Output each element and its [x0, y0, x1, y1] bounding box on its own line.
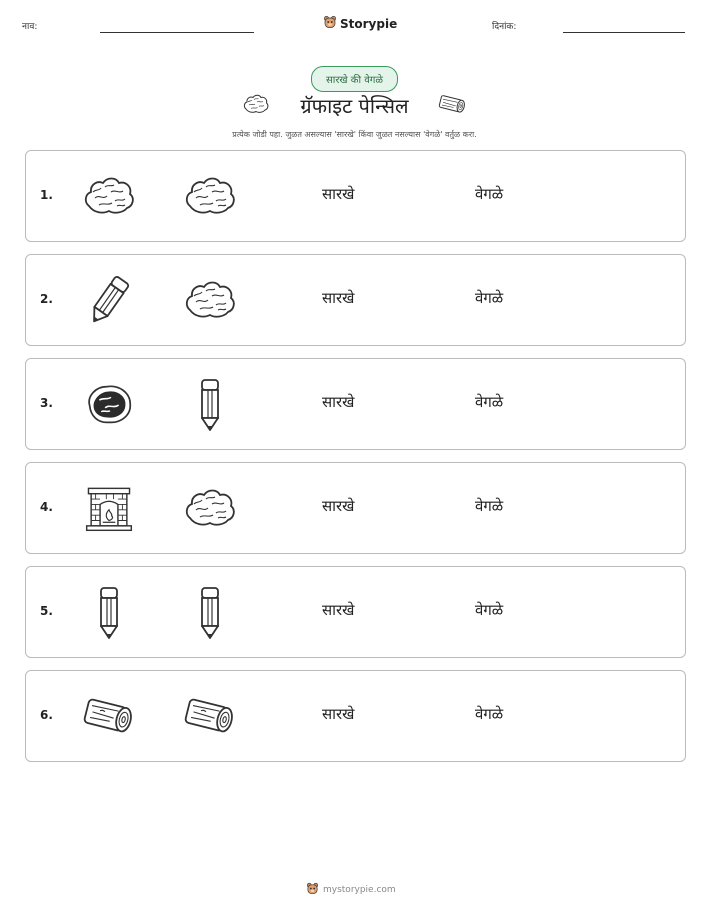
worksheet-title: ग्रॅफाइट पेन्सिल: [300, 94, 409, 118]
pencil-icon: [81, 584, 137, 640]
question-number: 1.: [40, 188, 53, 202]
same-option[interactable]: सारखे: [322, 289, 355, 307]
same-option[interactable]: सारखे: [322, 497, 355, 515]
date-field[interactable]: [563, 32, 685, 33]
question-number: 5.: [40, 604, 53, 618]
question-row-5: [25, 566, 686, 658]
brand-name: Storypie: [340, 16, 398, 31]
question-number: 3.: [40, 396, 53, 410]
graphite-chunk-icon: [182, 480, 238, 536]
footer-url[interactable]: mystorypie.com: [323, 884, 396, 895]
question-row-4: [25, 462, 686, 554]
question-number: 2.: [40, 292, 53, 306]
question-number: 4.: [40, 500, 53, 514]
same-option[interactable]: सारखे: [322, 393, 355, 411]
graphite-chunk-icon: [81, 168, 137, 224]
different-option[interactable]: वेगळे: [475, 705, 504, 723]
different-option[interactable]: वेगळे: [475, 497, 504, 515]
log-icon: [81, 688, 137, 744]
question-row-3: [25, 358, 686, 450]
question-row-6: [25, 670, 686, 762]
question-number: 6.: [40, 708, 53, 722]
different-option[interactable]: वेगळे: [475, 393, 504, 411]
instructions: प्रत्येक जोडी पहा. जुळत असल्यास 'सारखे' किंवा जुळत नसल्यास 'वेगळे' वर्तुळ करा.: [232, 130, 477, 139]
storypie-bear-icon: [323, 14, 337, 33]
footer: [306, 880, 396, 899]
different-option[interactable]: वेगळे: [475, 601, 504, 619]
different-option[interactable]: वेगळे: [475, 185, 504, 203]
name-field[interactable]: [100, 32, 254, 33]
question-row-1: [25, 150, 686, 242]
different-option[interactable]: वेगळे: [475, 289, 504, 307]
same-option[interactable]: सारखे: [322, 601, 355, 619]
log-icon: [182, 688, 238, 744]
brand-logo: [323, 14, 397, 33]
storypie-bear-icon: [306, 880, 319, 899]
name-label: नाव:: [22, 22, 38, 32]
pencil-icon: [182, 584, 238, 640]
same-option[interactable]: सारखे: [322, 185, 355, 203]
graphite-chunk-icon: [182, 272, 238, 328]
coal-lump-icon: [81, 376, 137, 432]
graphite-chunk-icon: [182, 168, 238, 224]
pencil-icon: [81, 272, 137, 328]
question-row-2: [25, 254, 686, 346]
fireplace-icon: [81, 480, 137, 536]
pencil-icon: [182, 376, 238, 432]
log-icon: [437, 92, 467, 120]
date-label: दिनांक:: [492, 22, 517, 32]
category-badge: सारखे की वेगळे: [311, 66, 398, 92]
same-option[interactable]: सारखे: [322, 705, 355, 723]
